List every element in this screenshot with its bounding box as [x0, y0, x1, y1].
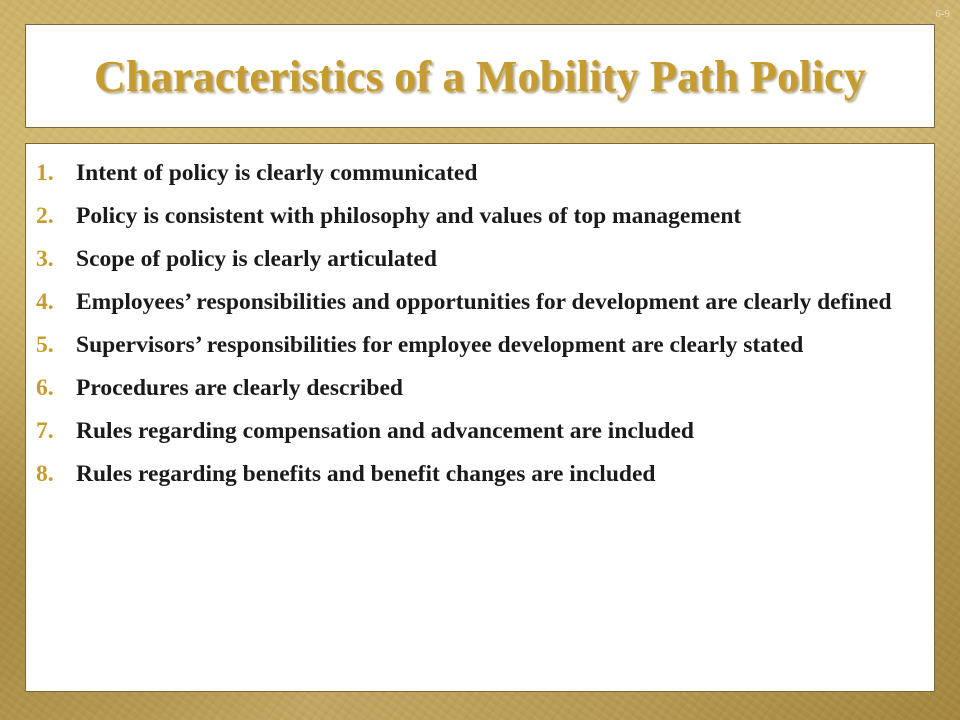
title-box	[25, 24, 935, 128]
item-number: 6.	[36, 375, 54, 401]
item-text: Policy is consistent with philosophy and values of top management	[76, 203, 742, 229]
item-text: Employees’ responsibilities and opportunities for development are clearly defined	[76, 289, 892, 315]
list-item	[36, 371, 912, 405]
list-item	[36, 457, 912, 491]
item-text: Rules regarding compensation and advancement are included	[76, 418, 694, 444]
slide-number: 6-9	[935, 8, 950, 20]
item-text: Scope of policy is clearly articulated	[76, 246, 437, 272]
item-number: 5.	[36, 332, 54, 358]
characteristics-list	[36, 156, 912, 491]
list-item	[36, 156, 912, 190]
list-item	[36, 199, 912, 233]
list-item	[36, 285, 912, 319]
item-number: 1.	[36, 160, 54, 186]
list-item	[36, 414, 912, 448]
list-item	[36, 328, 912, 362]
item-number: 8.	[36, 461, 54, 487]
item-text: Rules regarding benefits and benefit changes are included	[76, 461, 656, 487]
list-item	[36, 242, 912, 276]
content-box	[25, 143, 935, 692]
item-text: Intent of policy is clearly communicated	[76, 160, 478, 186]
item-number: 4.	[36, 289, 54, 315]
item-number: 7.	[36, 418, 54, 444]
item-number: 3.	[36, 246, 54, 272]
item-text: Procedures are clearly described	[76, 375, 403, 401]
slide-title: Characteristics of a Mobility Path Policy	[94, 51, 866, 101]
item-text: Supervisors’ responsibilities for employee development are clearly stated	[76, 332, 804, 358]
item-number: 2.	[36, 203, 54, 229]
